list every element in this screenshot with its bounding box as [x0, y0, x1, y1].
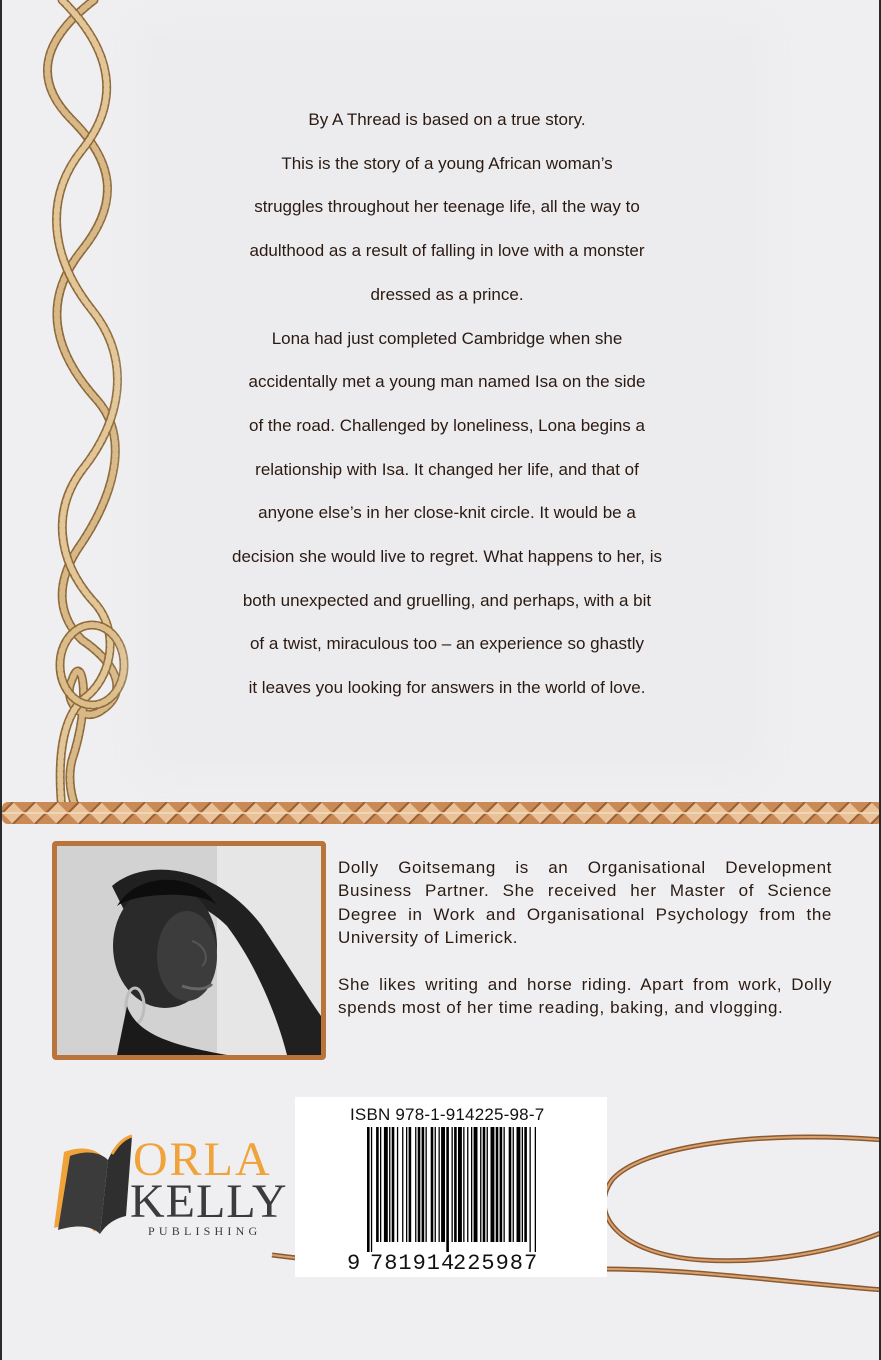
- barcode-bar: [487, 1127, 488, 1242]
- barcode-digits-right: 225987: [453, 1251, 539, 1276]
- logo-publishing: PUBLISHING: [148, 1224, 262, 1238]
- barcode-bar: [371, 1127, 372, 1252]
- barcode-bar: [535, 1127, 536, 1252]
- isbn-barcode: [295, 1097, 607, 1277]
- barcode-bar: [435, 1127, 436, 1242]
- barcode-bar: [439, 1127, 440, 1242]
- bio-paragraph: She likes writing and horse riding. Apart from work, Dolly spends most of her time reading, baking, and vlogging.: [338, 974, 832, 1018]
- blurb-line: adulthood as a result of falling in love with a monster: [249, 241, 645, 261]
- barcode-bar: [496, 1127, 499, 1242]
- barcode-bar: [500, 1127, 503, 1242]
- barcode-bar: [471, 1127, 472, 1242]
- blurb-line: dressed as a prince.: [370, 284, 524, 304]
- blurb-text: [182, 98, 712, 710]
- barcode-bar: [397, 1127, 398, 1242]
- barcode-bar: [376, 1127, 379, 1242]
- publisher-logo: [50, 1132, 290, 1247]
- barcode-bar: [467, 1127, 468, 1242]
- author-photo: [52, 841, 326, 1060]
- blurb-line: decision she would live to regret. What happens to her, is: [232, 547, 662, 567]
- barcode-bar: [458, 1127, 462, 1242]
- barcode-bar: [524, 1127, 527, 1242]
- barcode-bar: [441, 1127, 445, 1242]
- blurb-line: of a twist, miraculous too – an experience so ghastly: [249, 634, 645, 654]
- bio-paragraph: Dolly Goitsemang is an Organisational Development Business Partner. She received her Master of Science Degree in Work and Organisational Psychology from the University of Limerick.: [338, 858, 832, 948]
- blurb-line: This is the story of a young African woman’s: [281, 153, 613, 173]
- barcode-bar: [431, 1127, 434, 1242]
- barcode-bar: [426, 1127, 427, 1242]
- barcode-bar: [513, 1127, 514, 1242]
- barcode-bar: [384, 1127, 388, 1242]
- blurb-line: both unexpected and gruelling, and perhaps, with a bit: [242, 590, 652, 610]
- barcode-bar: [367, 1127, 370, 1252]
- blurb-line: of the road. Challenged by loneliness, Lona begins a: [248, 415, 645, 435]
- barcode-bar: [530, 1127, 531, 1252]
- blurb-line: By A Thread is based on a true story.: [308, 110, 586, 129]
- barcode-bar: [415, 1127, 416, 1242]
- logo-orla: ORLA: [133, 1133, 272, 1186]
- barcode-bar: [454, 1127, 457, 1242]
- isbn-label: ISBN 978-1-914225-98-7: [350, 1105, 545, 1124]
- barcode-bar: [509, 1127, 512, 1242]
- barcode-bar: [422, 1127, 425, 1242]
- barcode-digit-first: 9: [347, 1251, 361, 1276]
- barcode-bar: [522, 1127, 523, 1242]
- barcode-bar: [402, 1127, 403, 1242]
- barcode-bar: [491, 1127, 495, 1242]
- barcode-bar: [474, 1127, 478, 1242]
- logo-kelly: KELLY: [130, 1175, 288, 1228]
- barcode-bar: [392, 1127, 395, 1242]
- barcode-bars: [295, 1097, 607, 1277]
- barcode-digits-left: 781914: [370, 1251, 456, 1276]
- barcode-bar: [406, 1127, 407, 1242]
- barcode-bar: [463, 1127, 464, 1242]
- blurb-line: accidentally met a young man named Isa on the side: [248, 372, 646, 392]
- barcode-bar: [480, 1127, 481, 1242]
- barcode-bar: [452, 1127, 453, 1242]
- barcode-bar: [483, 1127, 486, 1242]
- blurb-line: Lona had just completed Cambridge when she: [271, 328, 623, 348]
- author-portrait-illustration: [57, 846, 321, 1055]
- barcode-bar: [380, 1127, 381, 1242]
- barcode-bar: [517, 1127, 521, 1242]
- blurb-line: relationship with Isa. It changed her life, and that of: [255, 459, 639, 479]
- book-icon: [50, 1132, 140, 1242]
- barcode-bar: [418, 1127, 421, 1242]
- author-bio: [338, 856, 832, 1042]
- blurb-line: anyone else’s in her close-knit circle. It would be a: [258, 503, 636, 523]
- braid-divider: [2, 800, 881, 826]
- barcode-bar: [446, 1127, 449, 1252]
- blurb-line: it leaves you looking for answers in the world of love.: [248, 678, 646, 698]
- barcode-bar: [504, 1127, 505, 1242]
- blurb-line: struggles throughout her teenage life, all the way to: [254, 197, 640, 217]
- barcode-bar: [409, 1127, 412, 1242]
- barcode-bar: [389, 1127, 390, 1242]
